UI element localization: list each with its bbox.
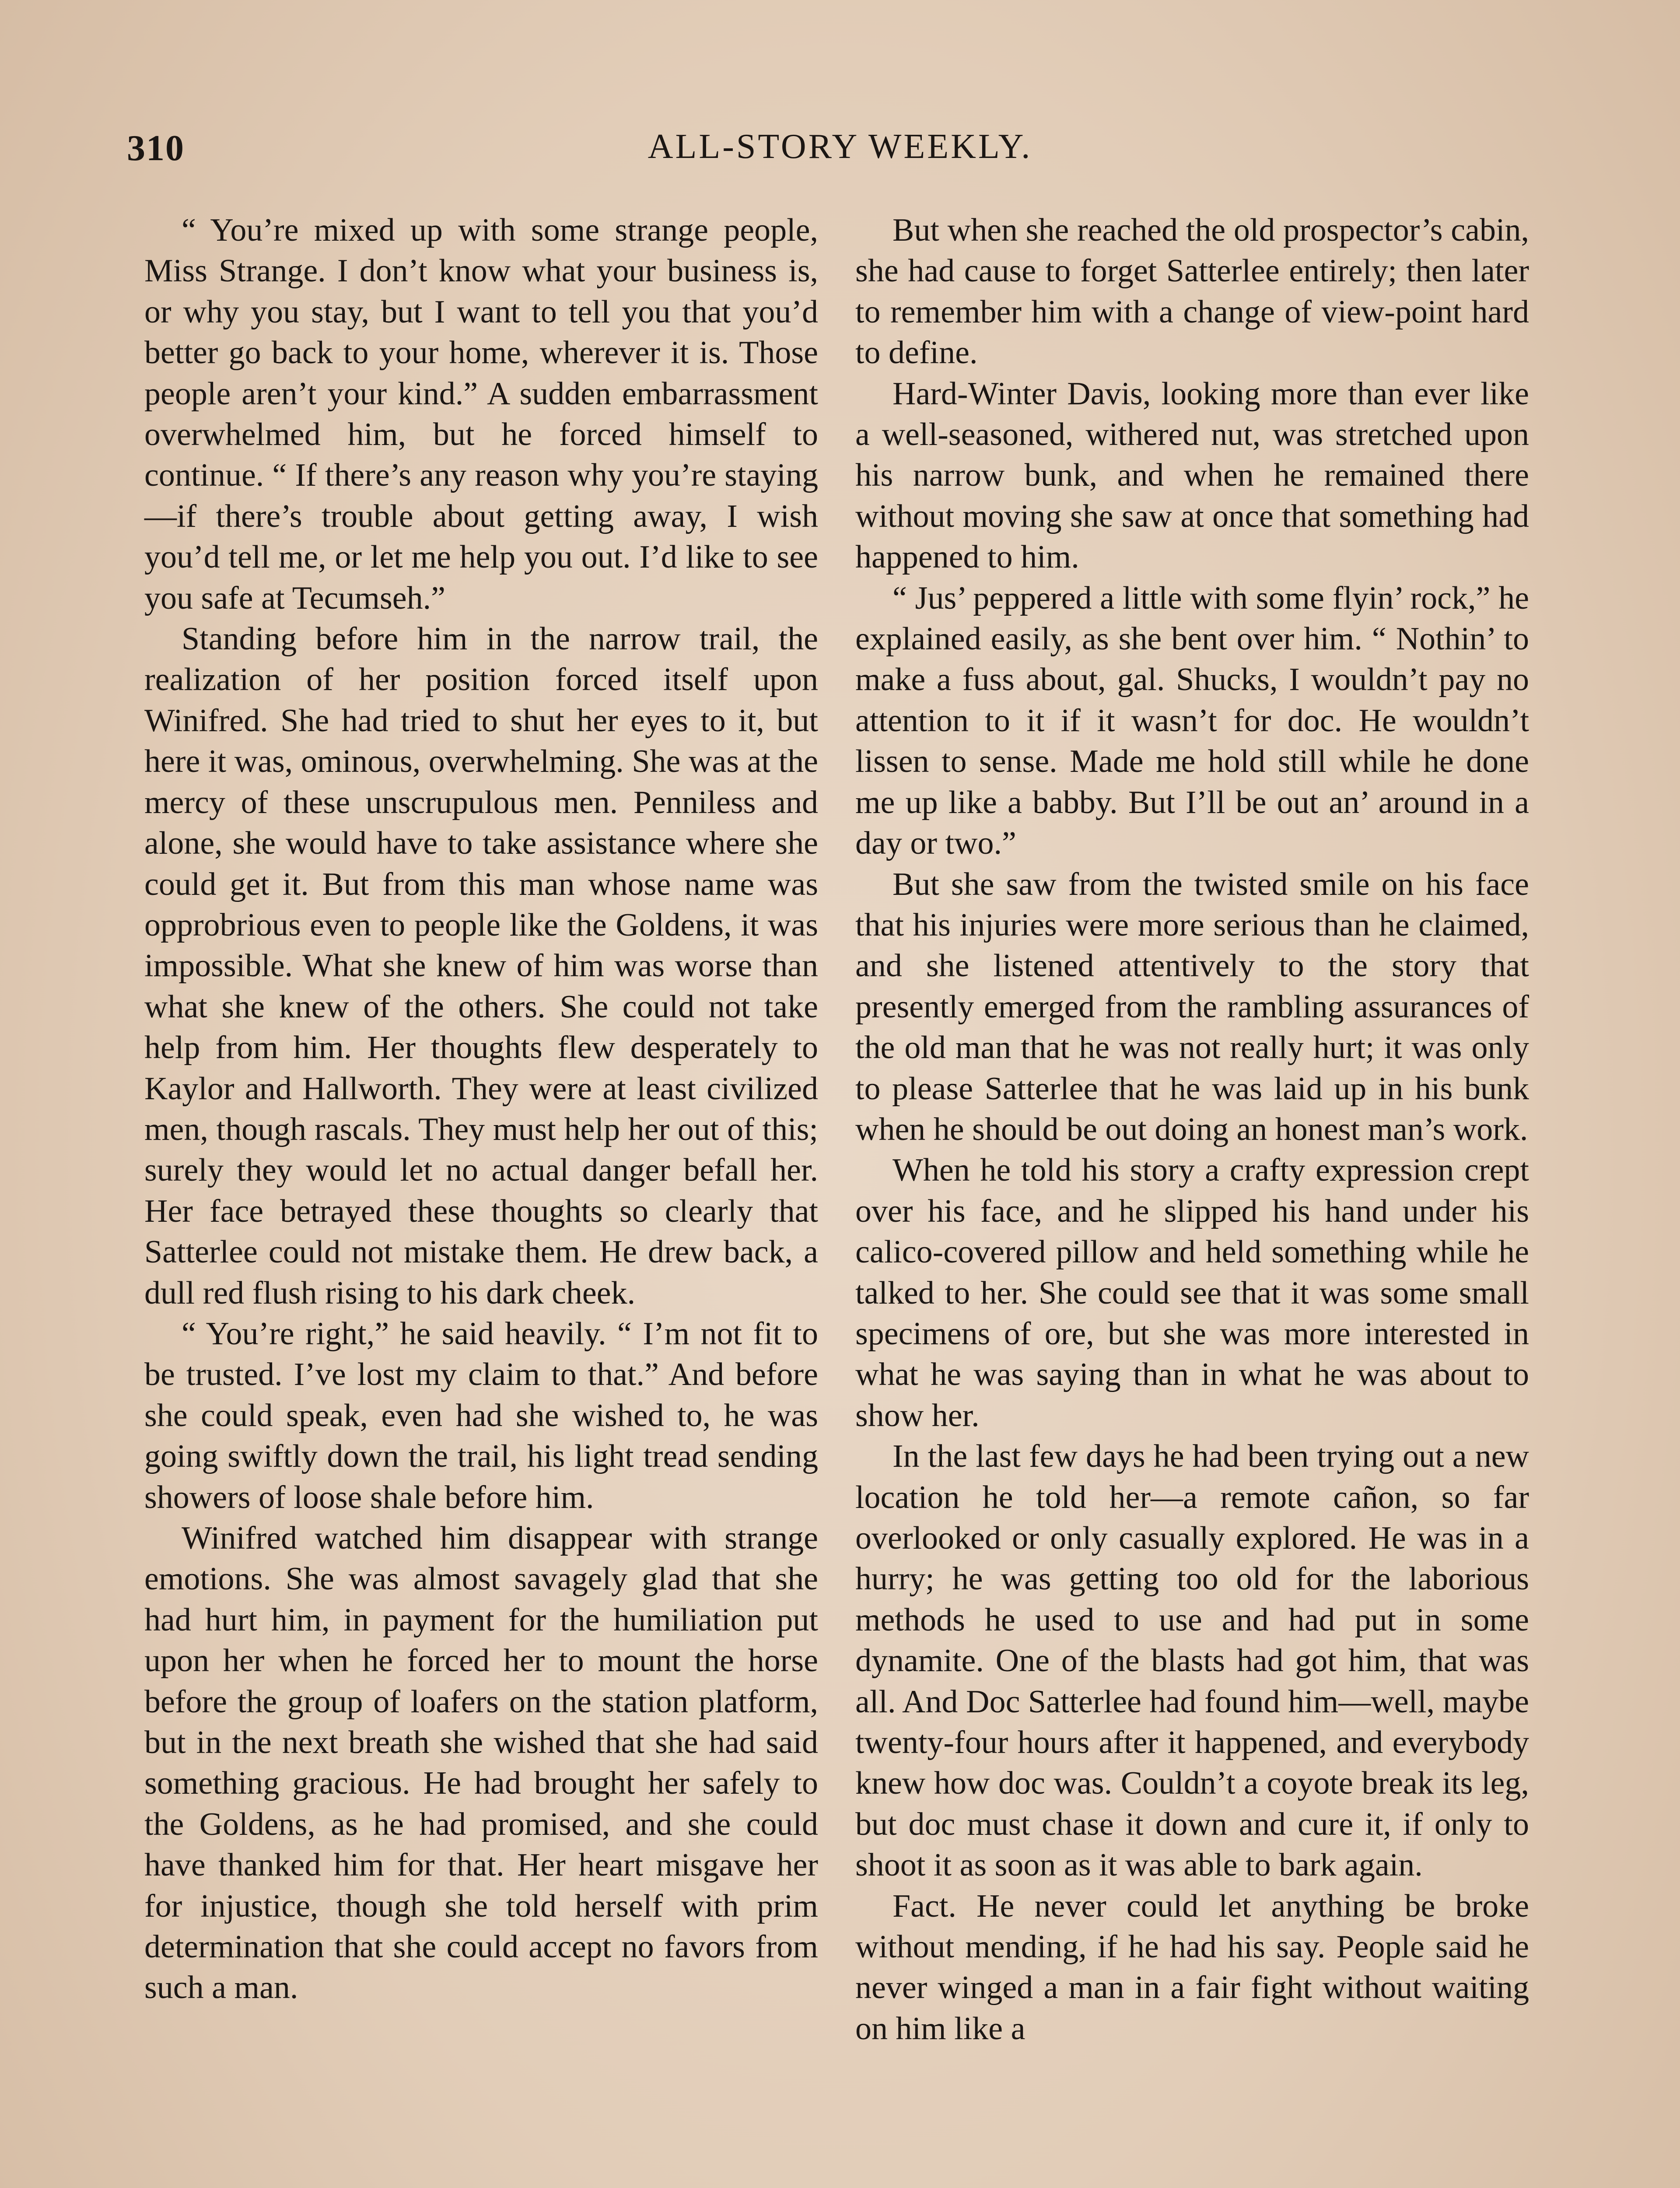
paragraph: Fact. He never could let anything be broke without mending, if he had his say. People said he never winged a man in a fair fight without waiting on him like a — [855, 1888, 1529, 2047]
paragraph: Standing before him in the narrow trail, the realization of her position forced itself upon Winifred. She had tried to shut her eyes to it, but here it was, ominous, overwhelming. She was at the mercy of these unscrupulous men. Penniless and alone, she would have to take assistance where she could get it. But from this man whose name was opprobrious even to people like the Goldens, it was impossible. What she knew of him was worse than what she knew of the others. She could not take help from him. Her thoughts flew desperately to Kaylor and Hallworth. They were at least civilized men, though rascals. They must help her out of this; surely they would let no actual danger befall her. Her face betrayed these thoughts so clearly that Satterlee could not mistake them. He drew back, a dull red flush rising to his dark cheek. — [144, 621, 818, 1311]
paragraph: In the last few days he had been trying out a new location he told her—a remote cañon, so far overlooked or only casually explored. He was in a hurry; he was getting too old for the laborious methods he used to use and had put in some dynamite. One of the blasts had got him, that was all. And Doc Satterlee had found him—well, maybe twenty-four hours after it happened, and everybody knew how doc was. Couldn’t a coyote break its leg, but doc must chase it down and cure it, if only to shoot it as soon as it was able to bark again. — [855, 1438, 1529, 1883]
running-title: ALL-STORY WEEKLY. — [648, 127, 1032, 166]
paragraph: “ You’re right,” he said heavily. “ I’m not fit to be trusted. I’ve lost my claim to that.” And before she could speak, even had she wished to, he was going swiftly down the trail, his light tread sending showers of loose shale before him. — [144, 1315, 818, 1515]
paragraph: When he told his story a crafty expression crept over his face, and he slipped his hand under his calico-covered pillow and held something while he talked to her. She could see that it was some small specimens of ore, but she was more interested in what he was saying than in what he was about to show her. — [855, 1152, 1529, 1434]
paragraph: Winifred watched him disappear with strange emotions. She was almost savagely glad that she had hurt him, in payment for the humiliation put upon her when he forced her to mount the horse before the group of loafers on the station platform, but in the next breath she wished that she had said something gracious. He had brought her safely to the Goldens, as he had promised, and she could have thanked him for that. Her heart misgave her for injustice, though she told herself with prim determination that she could accept no favors from such a man. — [144, 1520, 818, 2006]
page-number: 310 — [127, 128, 185, 168]
paragraph: “ You’re mixed up with some strange people, Miss Strange. I don’t know what your business is, or why you stay, but I want to tell you that you’d better go back to your home, wherever it is. Those people aren’t your kind.” A sudden embarrassment overwhelmed him, but he forced himself to continue. “ If there’s any reason why you’re staying—if there’s trouble about getting away, I wish you’d tell me, or let me help you out. I’d like to see you safe at Tecumseh.” — [144, 212, 818, 616]
paragraph: But when she reached the old prospector’s cabin, she had cause to forget Satterlee entirely; then later to remember him with a change of view-point hard to define. — [855, 212, 1529, 371]
page-header — [127, 127, 1553, 179]
paragraph: Hard-Winter Davis, looking more than ever like a well-seasoned, withered nut, was stretched upon his narrow bunk, and when he remained there without moving she saw at once that something had happened to him. — [855, 375, 1529, 575]
paragraph: “ Jus’ peppered a little with some flyin’ rock,” he explained easily, as she bent over him. “ Nothin’ to make a fuss about, gal. Shucks, I wouldn’t pay no attention to it if it wasn’t for doc. He wouldn’t lissen to sense. Made me hold still while he done me up like a babby. But I’ll be out an’ around in a day or two.” — [855, 580, 1529, 862]
left-column — [144, 210, 818, 2009]
paragraph: But she saw from the twisted smile on his face that his injuries were more serious than he claimed, and she listened attentively to the story that presently emerged from the rambling assurances of the old man that he was not really hurt; it was only to please Satterlee that he was laid up in his bunk when he should be out doing an honest man’s work. — [855, 866, 1529, 1147]
right-column — [855, 210, 1529, 2049]
